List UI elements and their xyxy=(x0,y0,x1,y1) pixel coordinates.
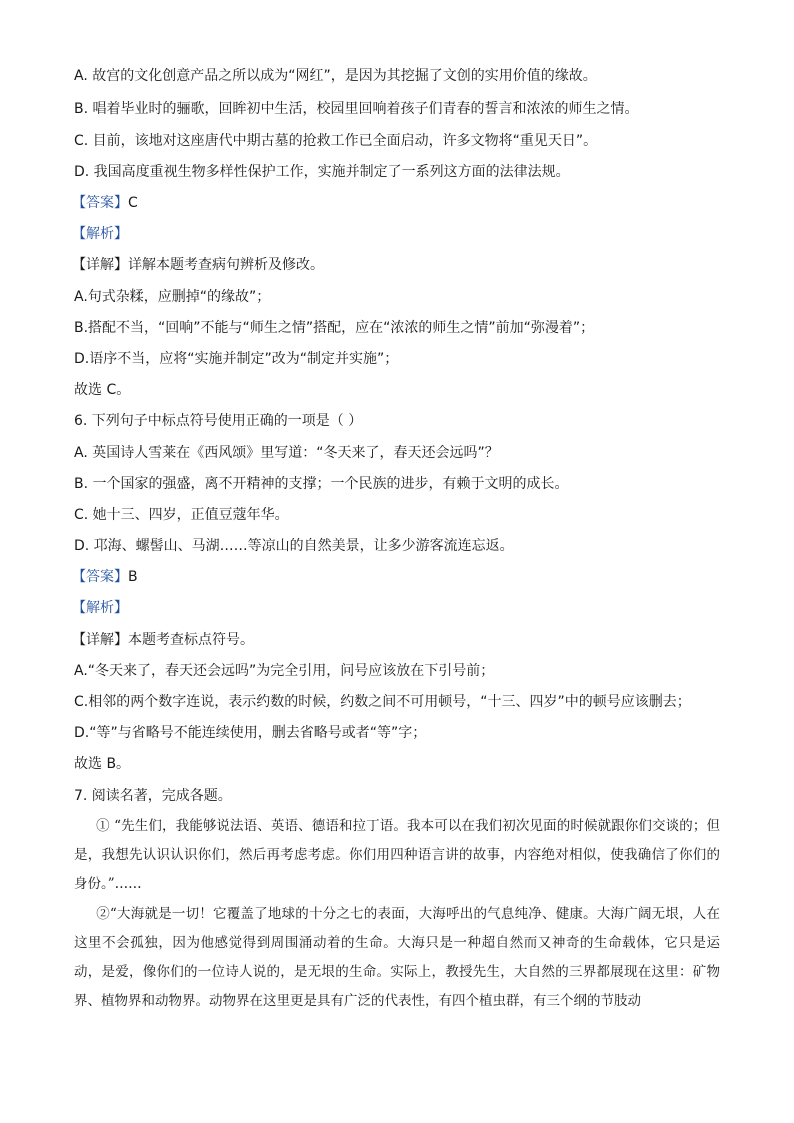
detail-intro: 详解本题考查病句辨析及修改。 xyxy=(128,257,324,273)
detail-label: 【详解】 xyxy=(72,632,128,648)
q6-explain-c: C.相邻的两个数字连说，表示约数的时候，约数之间不可用顿号，“十三、四岁”中的顿号应该删去； xyxy=(74,694,691,710)
q5-detail xyxy=(72,256,324,274)
q6-detail xyxy=(72,631,254,649)
answer-value: B xyxy=(128,569,138,585)
q5-explain-a: A.句式杂糅，应删掉“的缘故”； xyxy=(74,289,271,305)
q6-option-c: C. 她十三、四岁，正值豆蔻年华。 xyxy=(74,507,289,523)
q5-option-c: C. 目前，该地对这座唐代中期古墓的抢救工作已全面启动，许多文物将“重见天日”。 xyxy=(74,133,598,149)
q6-option-b: B. 一个国家的强盛，离不开精神的支撑；一个民族的进步，有赖于文明的成长。 xyxy=(74,476,569,492)
q5-conclusion: 故选 C。 xyxy=(74,382,131,398)
q6-analysis-label: 【解析】 xyxy=(72,600,128,616)
q7-question: 7. 阅读名著，完成各题。 xyxy=(74,788,232,804)
q6-explain-a: A.“冬天来了，春天还会远吗”为完全引用，问号应该放在下引号前； xyxy=(74,663,495,679)
answer-value: C xyxy=(128,195,138,211)
q5-option-a: A. 故宫的文化创意产品之所以成为“网红”，是因为其挖掘了文创的实用价值的缘故。 xyxy=(74,68,597,84)
q6-explain-d: D.“等”与省略号不能连续使用，删去省略号或者“等”字； xyxy=(74,725,427,741)
passage-text: ②“大海就是一切！它覆盖了地球的十分之七的表面，大海呼出的气息纯净、健康。大海广阔无垠，人在这里不会孤独，因为他感觉得到周围涌动着的生命。大海只是一种超自然而又神奇的生命载体，它只是运动，是爱，像你们的一位诗人说的，是无垠的生命。实际上，教授先生，大自然的三界都展现在这里：矿物界、植物界和动物界。动物界在这里更是具有广泛的代表性，有四个植虫群，有三个纲的节肢动 xyxy=(74,906,720,1009)
q6-answer xyxy=(72,568,138,586)
q5-explain-d: D.语序不当，应将“实施并制定”改为“制定并实施”； xyxy=(74,351,399,367)
detail-label: 【详解】 xyxy=(72,257,128,273)
q6-option-d: D. 邛海、螺髻山、马湖……等凉山的自然美景，让多少游客流连忘返。 xyxy=(74,538,514,554)
q6-option-a: A. 英国诗人雪莱在《西风颂》里写道：“冬天来了，春天还会远吗”？ xyxy=(74,445,499,461)
q5-analysis-label: 【解析】 xyxy=(72,226,128,242)
detail-intro: 本题考查标点符号。 xyxy=(128,632,254,648)
answer-label: 【答案】 xyxy=(72,569,128,585)
answer-label: 【答案】 xyxy=(72,195,128,211)
passage-text: ① “先生们，我能够说法语、英语、德语和拉丁语。我本可以在我们初次见面的时候就跟你们交谈的；但是，我想先认识认识你们，然后再考虑考虑。你们用四种语言讲的故事，内容绝对相似，使我确信了你们的身份。”…… xyxy=(74,818,720,892)
q6-conclusion: 故选 B。 xyxy=(74,756,131,772)
q6-question: 6. 下列句子中标点符号使用正确的一项是（ ） xyxy=(74,413,363,429)
q5-answer xyxy=(72,194,138,212)
q5-option-d: D. 我国高度重视生物多样性保护工作，实施并制定了一系列这方面的法律法规。 xyxy=(74,164,570,180)
q7-passage-2 xyxy=(74,900,720,1016)
q5-option-b: B. 唱着毕业时的骊歌，回眸初中生活，校园里回响着孩子们青春的誓言和浓浓的师生之情。 xyxy=(74,101,639,117)
q5-explain-b: B.搭配不当，“回响”不能与“师生之情”搭配，应在“浓浓的师生之情”前加“弥漫着”； xyxy=(74,320,595,336)
q7-passage-1 xyxy=(74,812,720,899)
